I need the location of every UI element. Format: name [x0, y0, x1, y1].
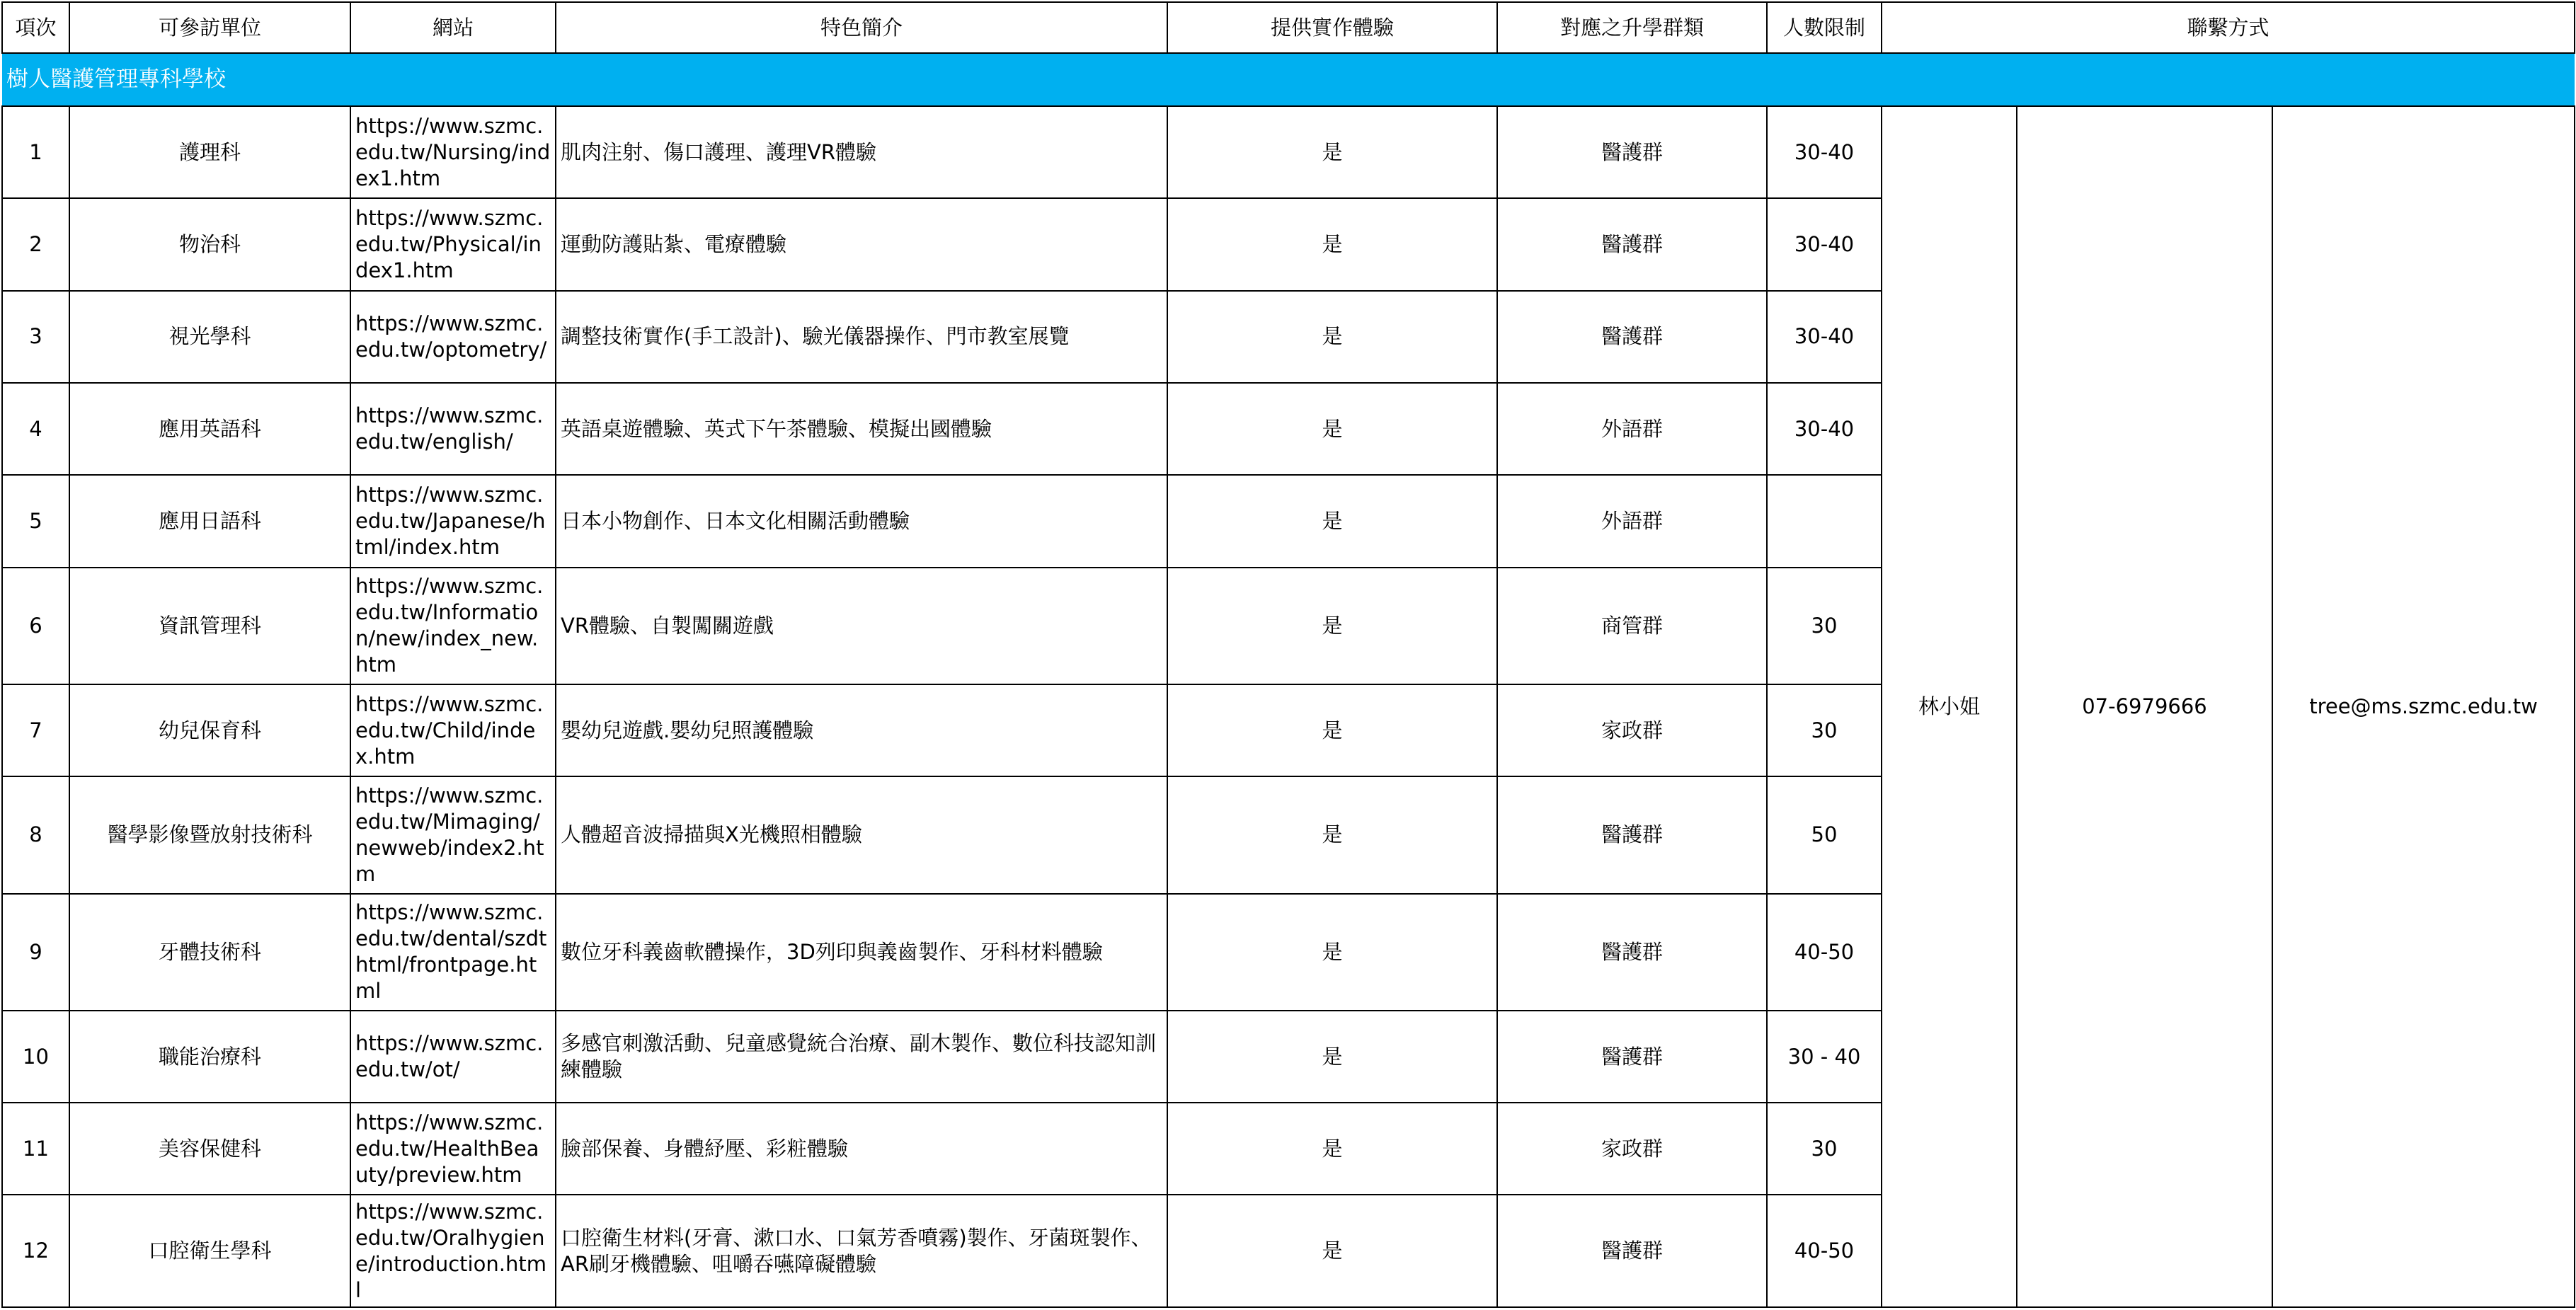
cell-practice: 是	[1167, 106, 1497, 198]
cell-site: https://www.szmc.edu.tw/english/	[350, 383, 556, 475]
cell-no: 10	[2, 1011, 69, 1103]
cell-site: https://www.szmc.edu.tw/ot/	[350, 1011, 556, 1103]
cell-group: 醫護群	[1497, 291, 1767, 383]
cell-intro: 人體超音波掃描與X光機照相體驗	[556, 776, 1167, 893]
cell-limit: 30-40	[1767, 198, 1882, 290]
cell-limit: 30	[1767, 1103, 1882, 1195]
cell-practice: 是	[1167, 776, 1497, 893]
cell-unit: 應用英語科	[69, 383, 350, 475]
cell-limit: 30 - 40	[1767, 1011, 1882, 1103]
header-contact: 聯繫方式	[1882, 2, 2575, 53]
cell-no: 6	[2, 568, 69, 684]
cell-unit: 視光學科	[69, 291, 350, 383]
cell-practice: 是	[1167, 291, 1497, 383]
contact-phone: 07-6979666	[2017, 106, 2272, 1307]
cell-site: https://www.szmc.edu.tw/Nursing/index1.htm	[350, 106, 556, 198]
cell-site: https://www.szmc.edu.tw/Oralhygiene/introduction.html	[350, 1195, 556, 1307]
cell-limit: 30	[1767, 568, 1882, 684]
cell-practice: 是	[1167, 198, 1497, 290]
cell-intro: 嬰幼兒遊戲.嬰幼兒照護體驗	[556, 684, 1167, 776]
cell-practice: 是	[1167, 894, 1497, 1011]
school-name: 樹人醫護管理專科學校	[2, 53, 2575, 106]
header-unit: 可參訪單位	[69, 2, 350, 53]
table-row	[2, 106, 2575, 198]
cell-intro: 多感官刺激活動、兒童感覺統合治療、副木製作、數位科技認知訓練體驗	[556, 1011, 1167, 1103]
cell-group: 家政群	[1497, 1103, 1767, 1195]
cell-unit: 美容保健科	[69, 1103, 350, 1195]
cell-practice: 是	[1167, 383, 1497, 475]
cell-practice: 是	[1167, 684, 1497, 776]
cell-practice: 是	[1167, 568, 1497, 684]
visit-units-table	[1, 1, 2575, 1308]
cell-site: https://www.szmc.edu.tw/optometry/	[350, 291, 556, 383]
cell-site: https://www.szmc.edu.tw/dental/szdthtml/frontpage.html	[350, 894, 556, 1011]
cell-intro: 口腔衛生材料(牙膏、漱口水、口氣芳香噴霧)製作、牙菌斑製作、AR刷牙機體驗、咀嚼吞嚥障礙體驗	[556, 1195, 1167, 1307]
cell-limit: 30	[1767, 684, 1882, 776]
cell-no: 1	[2, 106, 69, 198]
cell-no: 9	[2, 894, 69, 1011]
cell-unit: 幼兒保育科	[69, 684, 350, 776]
cell-intro: 日本小物創作、日本文化相關活動體驗	[556, 475, 1167, 567]
cell-practice: 是	[1167, 1195, 1497, 1307]
cell-group: 醫護群	[1497, 776, 1767, 893]
cell-unit: 資訊管理科	[69, 568, 350, 684]
cell-group: 醫護群	[1497, 894, 1767, 1011]
school-row	[2, 53, 2575, 106]
cell-practice: 是	[1167, 1011, 1497, 1103]
cell-group: 外語群	[1497, 383, 1767, 475]
cell-intro: 肌肉注射、傷口護理、護理VR體驗	[556, 106, 1167, 198]
cell-group: 外語群	[1497, 475, 1767, 567]
cell-limit: 40-50	[1767, 1195, 1882, 1307]
header-intro: 特色簡介	[556, 2, 1167, 53]
cell-no: 11	[2, 1103, 69, 1195]
cell-limit	[1767, 475, 1882, 567]
cell-limit: 30-40	[1767, 383, 1882, 475]
cell-site: https://www.szmc.edu.tw/Child/index.htm	[350, 684, 556, 776]
contact-email: tree@ms.szmc.edu.tw	[2272, 106, 2575, 1307]
cell-intro: VR體驗、自製闖關遊戲	[556, 568, 1167, 684]
cell-unit: 口腔衛生學科	[69, 1195, 350, 1307]
cell-group: 醫護群	[1497, 106, 1767, 198]
cell-intro: 調整技術實作(手工設計)、驗光儀器操作、門市教室展覽	[556, 291, 1167, 383]
header-row	[2, 2, 2575, 53]
cell-site: https://www.szmc.edu.tw/Physical/index1.htm	[350, 198, 556, 290]
contact-name: 林小姐	[1882, 106, 2017, 1307]
cell-no: 7	[2, 684, 69, 776]
cell-unit: 物治科	[69, 198, 350, 290]
cell-unit: 醫學影像暨放射技術科	[69, 776, 350, 893]
cell-site: https://www.szmc.edu.tw/Mimaging/newweb/index2.htm	[350, 776, 556, 893]
cell-no: 4	[2, 383, 69, 475]
cell-group: 商管群	[1497, 568, 1767, 684]
cell-intro: 數位牙科義齒軟體操作，3D列印與義齒製作、牙科材料體驗	[556, 894, 1167, 1011]
cell-unit: 職能治療科	[69, 1011, 350, 1103]
cell-no: 12	[2, 1195, 69, 1307]
cell-intro: 運動防護貼紮、電療體驗	[556, 198, 1167, 290]
cell-unit: 牙體技術科	[69, 894, 350, 1011]
header-no: 項次	[2, 2, 69, 53]
cell-site: https://www.szmc.edu.tw/Information/new/index_new.htm	[350, 568, 556, 684]
cell-limit: 30-40	[1767, 291, 1882, 383]
cell-intro: 臉部保養、身體紓壓、彩粧體驗	[556, 1103, 1167, 1195]
cell-site: https://www.szmc.edu.tw/Japanese/html/index.htm	[350, 475, 556, 567]
cell-no: 8	[2, 776, 69, 893]
cell-no: 2	[2, 198, 69, 290]
cell-no: 3	[2, 291, 69, 383]
cell-intro: 英語桌遊體驗、英式下午茶體驗、模擬出國體驗	[556, 383, 1167, 475]
header-group: 對應之升學群類	[1497, 2, 1767, 53]
cell-group: 家政群	[1497, 684, 1767, 776]
cell-practice: 是	[1167, 1103, 1497, 1195]
cell-unit: 應用日語科	[69, 475, 350, 567]
cell-limit: 50	[1767, 776, 1882, 893]
header-limit: 人數限制	[1767, 2, 1882, 53]
header-site: 網站	[350, 2, 556, 53]
cell-site: https://www.szmc.edu.tw/HealthBeauty/preview.htm	[350, 1103, 556, 1195]
cell-practice: 是	[1167, 475, 1497, 567]
cell-limit: 40-50	[1767, 894, 1882, 1011]
cell-unit: 護理科	[69, 106, 350, 198]
cell-group: 醫護群	[1497, 1011, 1767, 1103]
cell-group: 醫護群	[1497, 1195, 1767, 1307]
header-practice: 提供實作體驗	[1167, 2, 1497, 53]
cell-no: 5	[2, 475, 69, 567]
cell-limit: 30-40	[1767, 106, 1882, 198]
cell-group: 醫護群	[1497, 198, 1767, 290]
